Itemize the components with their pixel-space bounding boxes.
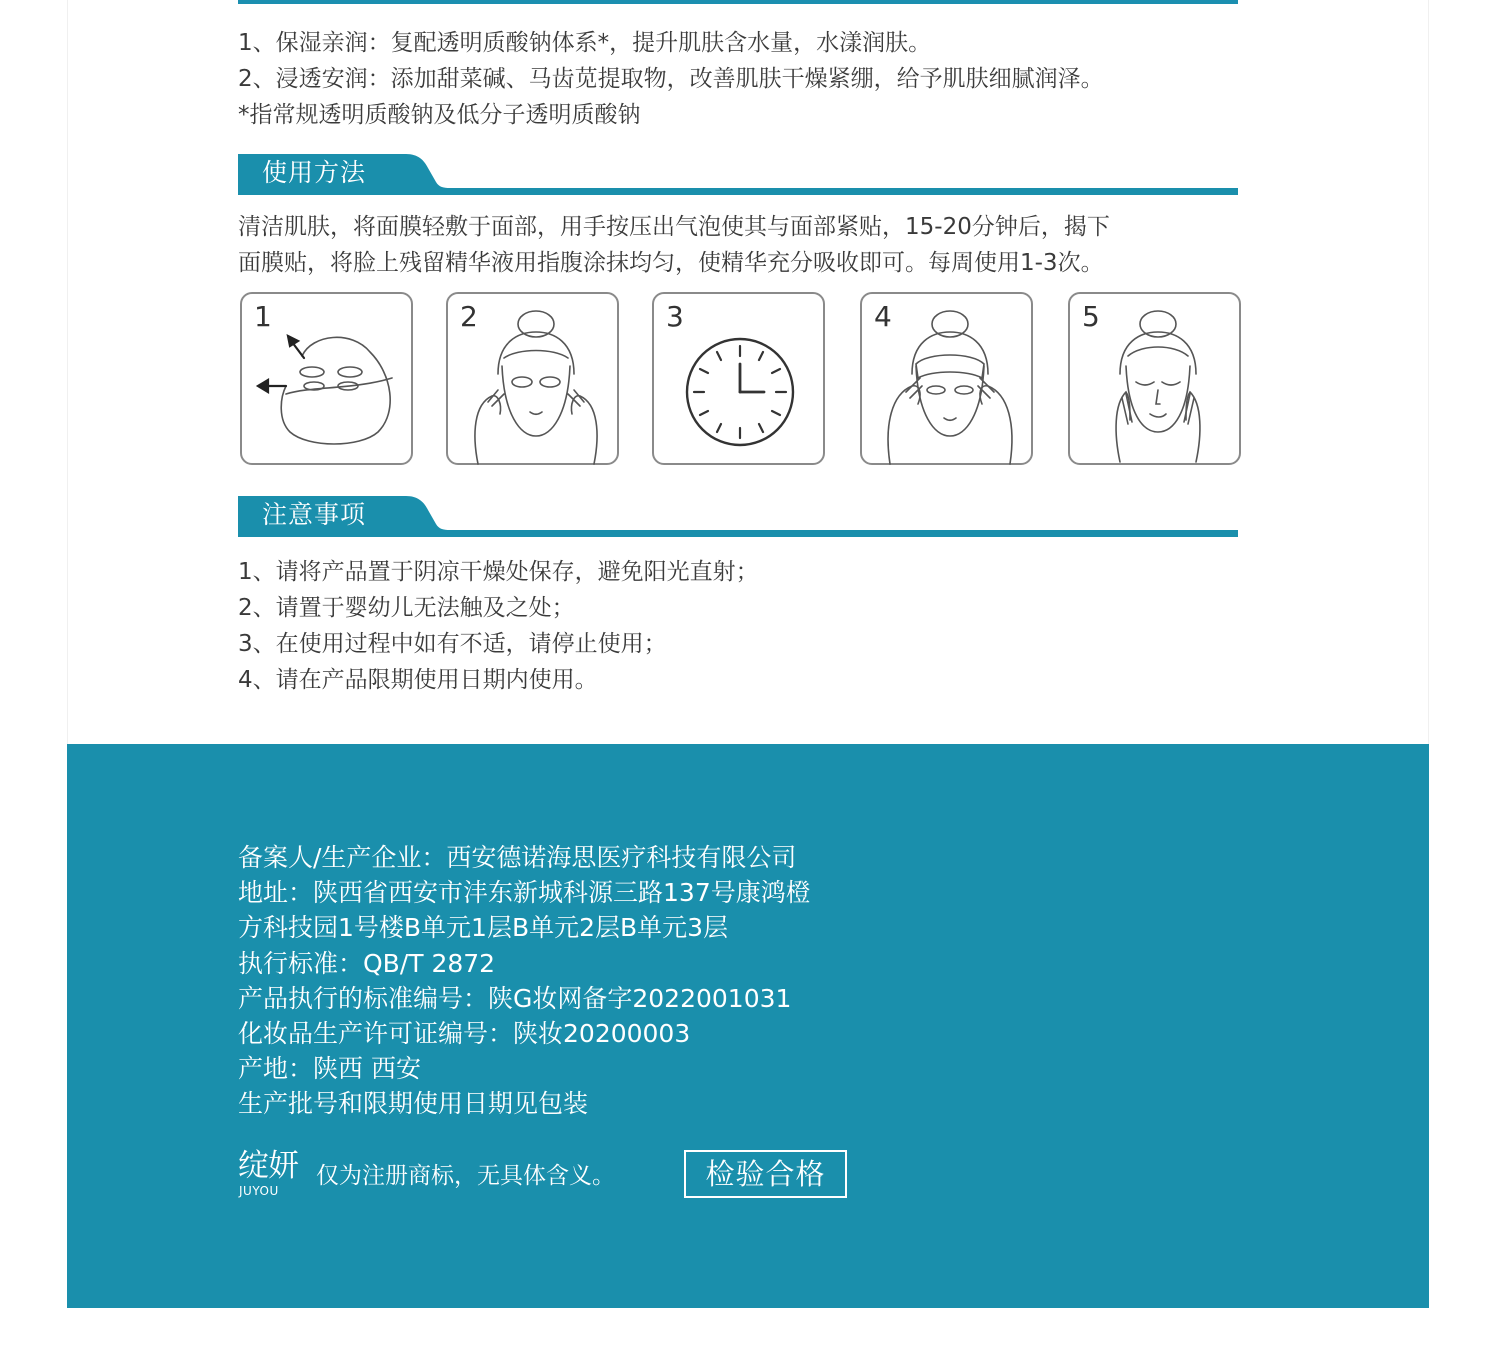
usage-title: 使用方法 — [262, 158, 367, 187]
company-line: 执行标准：QB/T 2872 — [238, 948, 496, 978]
step-number: 2 — [460, 300, 478, 333]
notice-line: 3、在使用过程中如有不适，请停止使用； — [238, 631, 667, 657]
brand-logo-en: JUYOU — [239, 1184, 279, 1198]
usage-section-header — [238, 154, 1238, 196]
step-number: 1 — [254, 300, 272, 333]
company-line: 产地：陕西 西安 — [238, 1054, 421, 1084]
step-card — [1068, 292, 1241, 465]
quality-passed-badge: 检验合格 — [684, 1150, 847, 1198]
brand-logo-cn: 绽妍 — [238, 1148, 298, 1184]
benefit-line: 1、保湿亲润：复配透明质酸钠体系*，提升肌肤含水量，水漾润肤。 — [238, 30, 932, 56]
company-line: 化妆品生产许可证编号：陕妆20200003 — [238, 1019, 691, 1049]
company-line: 方科技园1号楼B单元1层B单元2层B单元3层 — [238, 913, 729, 943]
step-number: 3 — [666, 300, 684, 333]
notice-line: 1、请将产品置于阴凉干燥处保存，避免阳光直射； — [238, 559, 759, 585]
clock-icon — [654, 294, 827, 467]
brand-row — [238, 1148, 938, 1208]
trademark-note: 仅为注册商标，无具体含义。 — [316, 1163, 615, 1189]
notice-list — [238, 554, 759, 698]
step-card — [860, 292, 1033, 465]
usage-instructions — [238, 209, 1110, 281]
step-card — [652, 292, 825, 465]
company-line: 地址：陕西省西安市沣东新城科源三路137号康鸿橙 — [238, 878, 811, 908]
massage-face-icon — [1070, 294, 1243, 467]
step-number: 4 — [874, 300, 892, 333]
company-info-footer — [67, 744, 1429, 1308]
usage-line: 清洁肌肤，将面膜轻敷于面部，用手按压出气泡使其与面部紧贴，15-20分钟后，揭下 — [238, 214, 1110, 240]
company-details — [238, 840, 811, 1122]
step-card — [446, 292, 619, 465]
notice-title: 注意事项 — [262, 500, 367, 529]
brand-logo — [238, 1148, 310, 1204]
remove-mask-icon — [862, 294, 1035, 467]
company-line: 生产批号和限期使用日期见包装 — [238, 1089, 589, 1119]
step-card — [240, 292, 413, 465]
company-line: 备案人/生产企业：西安德诺海思医疗科技有限公司 — [238, 843, 797, 872]
section-tab-shape — [238, 496, 1238, 538]
benefit-line: 2、浸透安润：添加甜菜碱、马齿苋提取物，改善肌肤干燥紧绷，给予肌肤细腻润泽。 — [238, 66, 1104, 92]
apply-mask-icon — [448, 294, 621, 467]
company-line: 产品执行的标准编号：陕G妆网备字2022001031 — [238, 983, 792, 1013]
top-divider — [238, 0, 1238, 4]
notice-section-header — [238, 496, 1238, 538]
benefits-list — [238, 25, 1104, 133]
notice-line: 4、请在产品限期使用日期内使用。 — [238, 667, 598, 693]
section-tab-shape — [238, 154, 1238, 196]
usage-line: 面膜贴，将脸上残留精华液用指腹涂抹均匀，使精华充分吸收即可。每周使用1-3次。 — [238, 250, 1104, 276]
notice-line: 2、请置于婴幼儿无法触及之处； — [238, 595, 575, 621]
step-number: 5 — [1082, 300, 1100, 333]
benefit-footnote: *指常规透明质酸钠及低分子透明质酸钠 — [238, 102, 641, 128]
usage-steps — [240, 292, 1242, 468]
unfold-mask-icon — [242, 294, 415, 467]
